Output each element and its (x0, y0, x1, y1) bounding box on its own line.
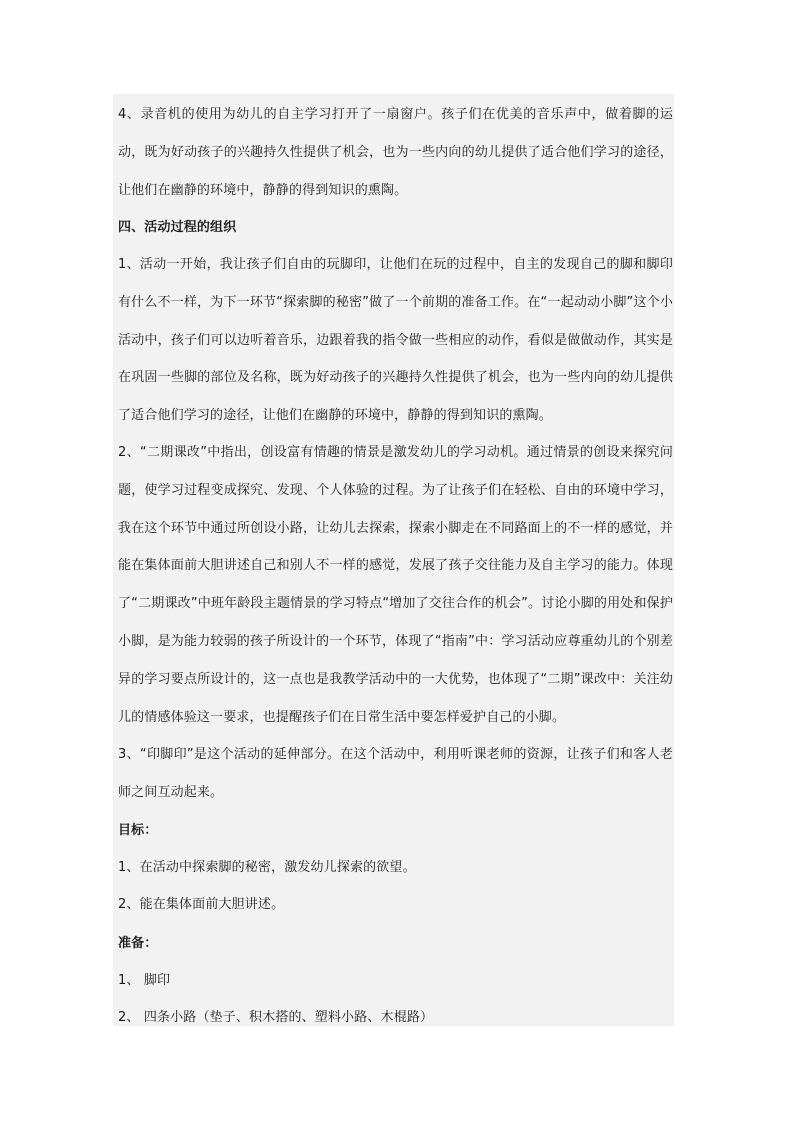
paragraph-step-3: 3、“印脚印”是这个活动的延伸部分。在这个活动中，利用听课老师的资源，让孩子们和客人老师之间互动起来。 (118, 747, 673, 800)
heading-preparation: 准备： (118, 936, 158, 951)
paragraph-step-1: 1、活动一开始，我让孩子们自由的玩脚印，让他们在玩的过程中，自主的发现自己的脚和脚印有什么不一样，为下一环节“探索脚的秘密”做了一个前期的准备工作。在“一起动动小脚”这个小活动中，孩子们可以边听着音乐，边跟着我的指令做一些相应的动作，看似是做做动作，其实是在巩固一些脚的部位及名称，既为好动孩子的兴趣持久性提供了机会，也为一些内向的幼儿提供了适合他们学习的途径，让他们在幽静的环境中，静静的得到知识的熏陶。 (118, 257, 673, 424)
heading-activity-process: 四、活动过程的组织 (118, 220, 237, 235)
heading-goals: 目标： (118, 823, 158, 838)
paragraph-tape-recorder: 4、录音机的使用为幼儿的自主学习打开了一扇窗户。孩子们在优美的音乐声中，做着脚的运动，既为好动孩子的兴趣持久性提供了机会，也为一些内向的幼儿提供了适合他们学习的途径，让他们在幽静的环境中，静静的得到知识的熏陶。 (118, 107, 673, 198)
goal-item-1: 1、在活动中探索脚的秘密，激发幼儿探索的欲望。 (118, 860, 416, 875)
document-page (113, 94, 674, 1026)
goal-item-2: 2、能在集体面前大胆讲述。 (118, 897, 285, 912)
paragraph-step-2: 2、“二期课改”中指出，创设富有情趣的情景是激发幼儿的学习动机。通过情景的创设来探究问题，使学习过程变成探究、发现、个人体验的过程。为了让孩子们在轻松、自由的环境中学习，我在这个环节中通过所创设小路，让幼儿去探索，探索小脚走在不同路面上的不一样的感觉，并能在集体面前大胆讲述自己和别人不一样的感觉，发展了孩子交往能力及自主学习的能力。体现了“二期课改”中班年龄段主题情景的学习特点“增加了交往合作的机会”。讨论小脚的用处和保护小脚，是为能力较弱的孩子所设计的一个环节，体现了“指南”中：学习活动应尊重幼儿的个别差异的学习要点所设计的，这一点也是我教学活动中的一大优势，也体现了“二期”课改中：关注幼儿的情感体验这一要求，也提醒孩子们在日常生活中要怎样爱护自己的小脚。 (118, 445, 673, 725)
preparation-item-2: 2、 四条小路（垫子、积木搭的、塑料小路、木棍路） (118, 1010, 434, 1025)
preparation-item-1: 1、 脚印 (118, 973, 171, 988)
